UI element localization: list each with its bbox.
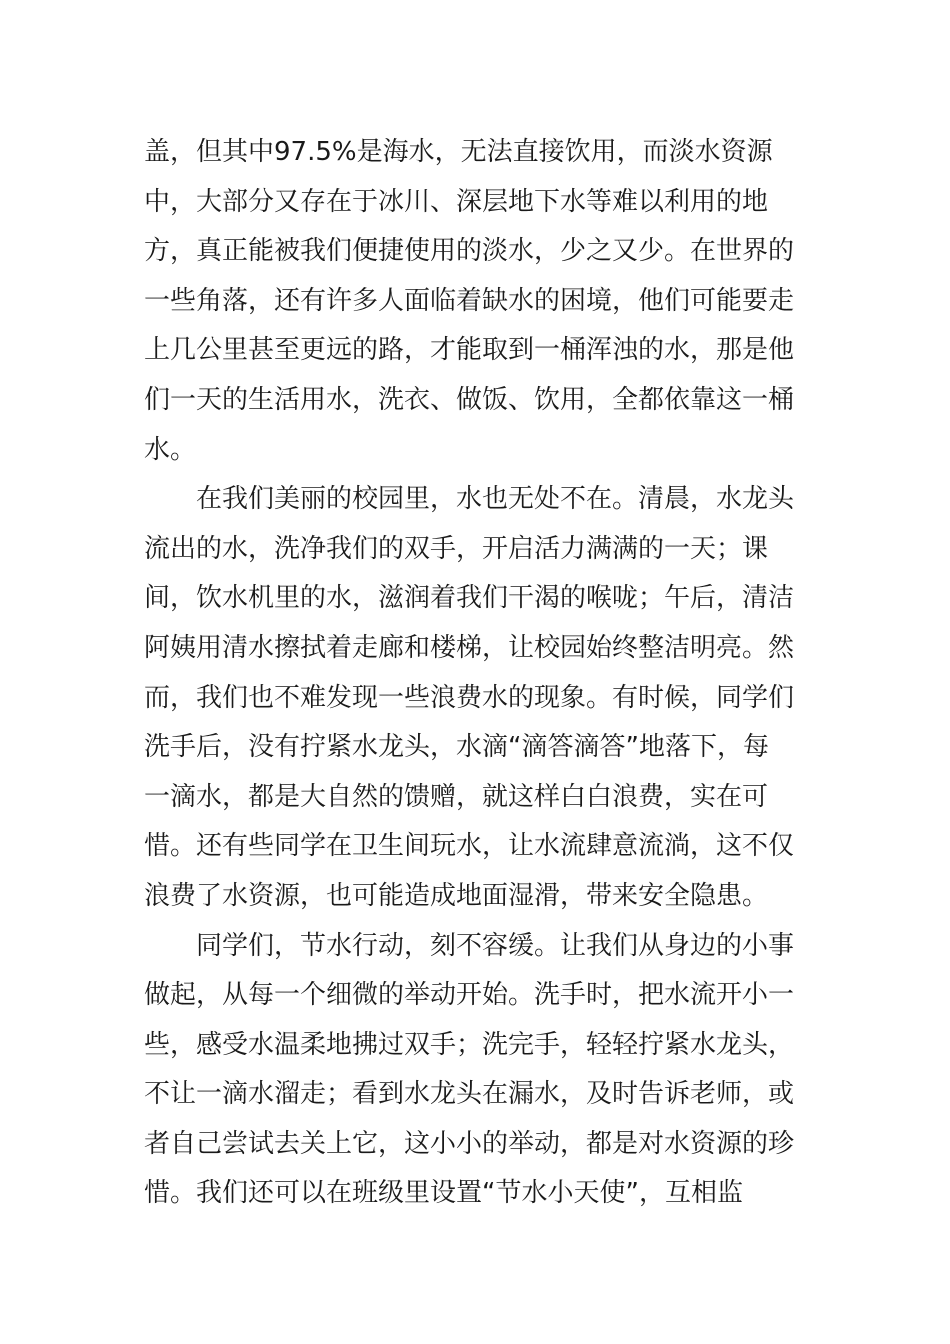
text-line: 阿姨用清水擦拭着走廊和楼梯，让校园始终整洁明亮。然 xyxy=(144,632,795,663)
text-line: 一些角落，还有许多人面临着缺水的困境，他们可能要走 xyxy=(144,285,795,316)
paragraph-first-line: 在我们美丽的校园里，水也无处不在。清晨，水龙头 xyxy=(196,484,795,515)
text-line: 水。 xyxy=(144,434,197,465)
text-line: 们一天的生活用水，洗衣、做饭、饮用，全都依靠这一桶 xyxy=(144,384,795,415)
text-line: 洗手后，没有拧紧水龙头，水滴“滴答滴答”地落下，每 xyxy=(144,732,769,763)
text-line: 些，感受水温柔地拂过双手；洗完手，轻轻拧紧水龙头， xyxy=(144,1029,795,1060)
text-line: 间，饮水机里的水，滋润着我们干渴的喉咙；午后，清洁 xyxy=(144,583,795,614)
text-line: 不让一滴水溜走；看到水龙头在漏水，及时告诉老师，或 xyxy=(144,1079,795,1110)
text-line: 浪费了水资源，也可能造成地面湿滑，带来安全隐患。 xyxy=(144,880,769,911)
text-line: 盖，但其中97.5%是海水，无法直接饮用，而淡水资源 xyxy=(144,137,773,167)
text-line: 中，大部分又存在于冰川、深层地下水等难以利用的地 xyxy=(144,186,769,217)
text-line: 一滴水，都是大自然的馈赠，就这样白白浪费，实在可 xyxy=(144,781,769,812)
text-line: 方，真正能被我们便捷使用的淡水，少之又少。在世界的 xyxy=(144,236,795,267)
text-line: 上几公里甚至更远的路，才能取到一桶浑浊的水，那是他 xyxy=(144,335,795,366)
text-line: 做起，从每一个细微的举动开始。洗手时，把水流开小一 xyxy=(144,980,795,1011)
paragraph-first-line: 同学们，节水行动，刻不容缓。让我们从身边的小事 xyxy=(196,930,795,961)
text-line: 惜。我们还可以在班级里设置“节水小天使”，互相监 xyxy=(144,1178,743,1209)
body-text xyxy=(144,128,795,1219)
text-line: 惜。还有些同学在卫生间玩水，让水流肆意流淌，这不仅 xyxy=(144,831,795,862)
text-line: 者自己尝试去关上它，这小小的举动，都是对水资源的珍 xyxy=(144,1128,795,1159)
text-line: 而，我们也不难发现一些浪费水的现象。有时候，同学们 xyxy=(144,682,795,713)
text-line: 流出的水，洗净我们的双手，开启活力满满的一天；课 xyxy=(144,533,769,564)
